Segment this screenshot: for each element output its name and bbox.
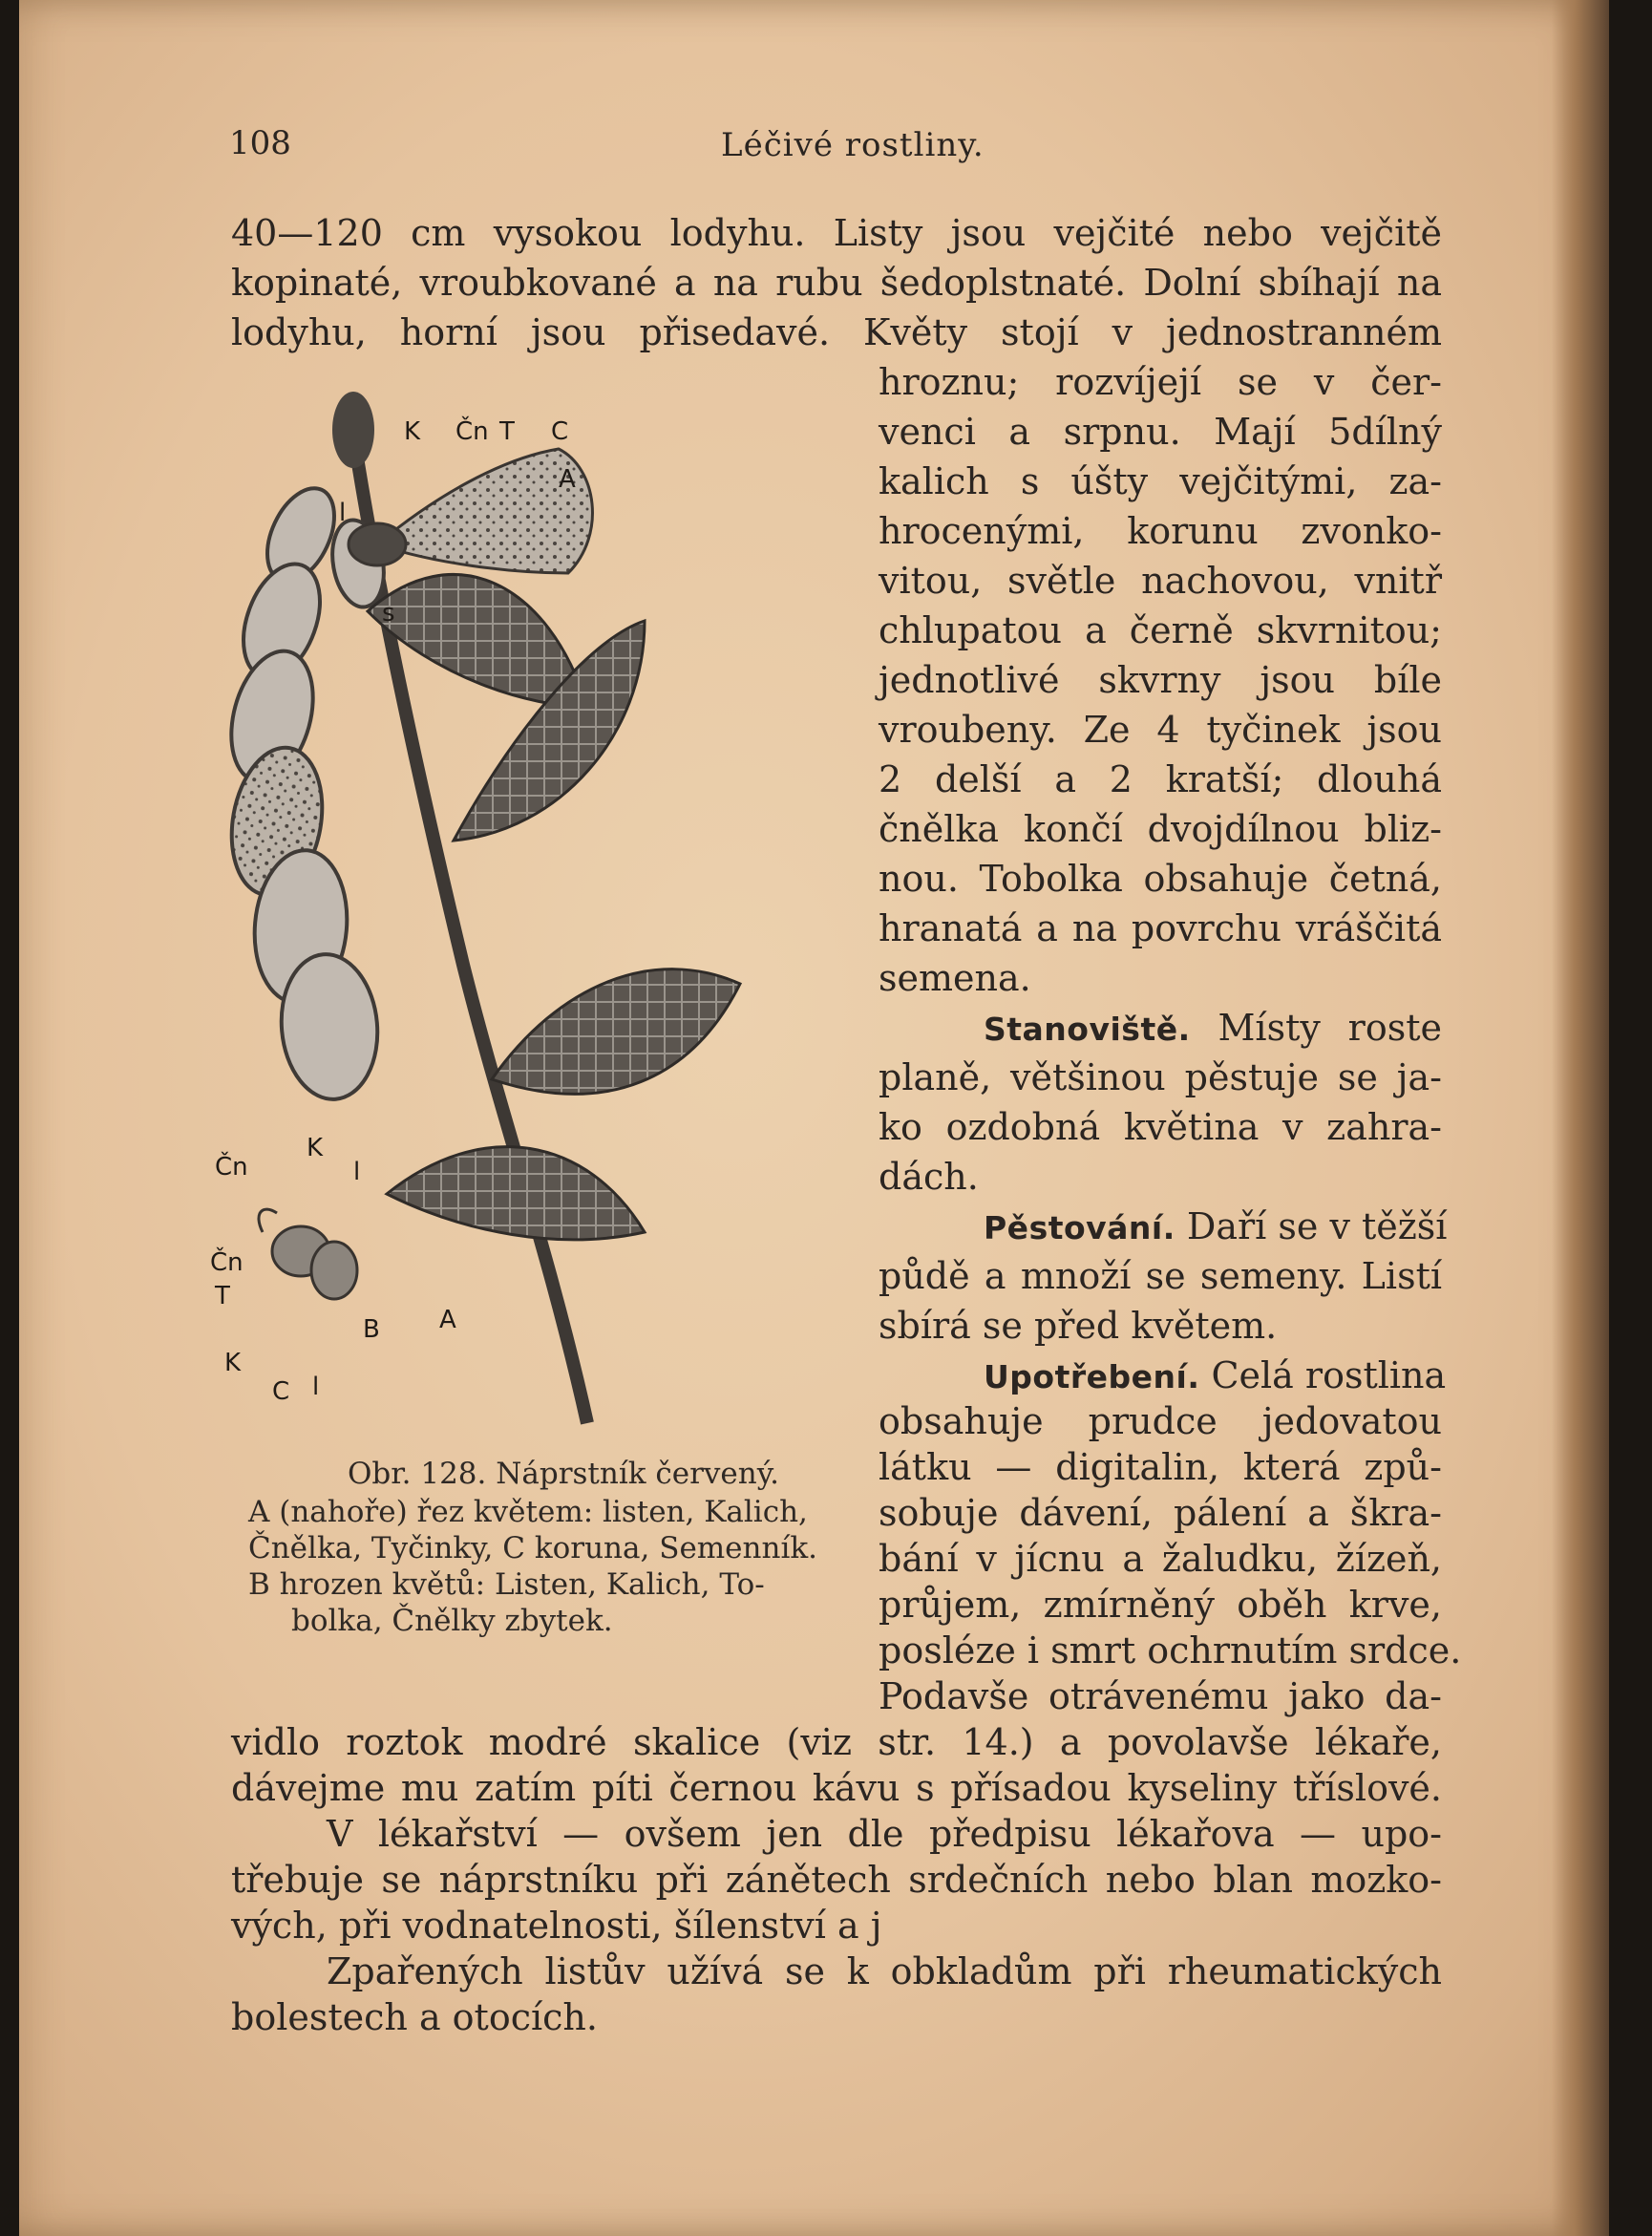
figure-label: A xyxy=(559,465,576,494)
text-line: bolestech a otocích. xyxy=(231,1996,598,2038)
section-pestovani xyxy=(984,1205,1448,1247)
figure-label: Čn xyxy=(215,1153,248,1182)
text-line: posléze i smrt ochrnutím srdce. xyxy=(879,1629,1462,1672)
text-line: lodyhu, horní jsou přisedavé. Květy stojí v jednostranném xyxy=(231,311,1442,353)
section-stanoviste xyxy=(984,1007,1442,1049)
figure-caption-line: Čnělka, Tyčinky, C koruna, Semenník. xyxy=(248,1531,818,1565)
figure-label: C xyxy=(551,417,569,446)
figure-label: K xyxy=(307,1134,324,1162)
text-line: sbírá se před květem. xyxy=(879,1305,1278,1347)
text-line: látku — digitalin, která způ- xyxy=(879,1446,1442,1488)
text-line: hrocenými, korunu zvonko- xyxy=(879,510,1442,552)
book-page xyxy=(19,0,1609,2236)
section-term: Pěstování. xyxy=(984,1209,1175,1246)
text-line: dách. xyxy=(879,1156,979,1198)
section-text: Celá rostlina xyxy=(1211,1354,1447,1396)
text-line: vroubeny. Ze 4 tyčinek jsou xyxy=(879,709,1442,751)
foxglove-illustration xyxy=(210,392,874,1442)
capsule-detail xyxy=(259,1209,357,1299)
figure-label: T xyxy=(215,1282,230,1310)
text-line: průjem, zmírněný oběh krve, xyxy=(879,1584,1442,1626)
text-line: kopinaté, vroubkované a na rubu šedoplstnaté. Dolní sbíhají na xyxy=(231,262,1442,304)
text-line: čnělka končí dvojdílnou bliz- xyxy=(879,808,1442,850)
figure-label: l xyxy=(312,1373,320,1401)
text-line: V lékařství — ovšem jen dle předpisu lékařova — upo- xyxy=(327,1813,1442,1855)
text-line: třebuje se náprstníku při zánětech srdečních nebo blan mozko- xyxy=(231,1859,1442,1901)
section-upotrebeni xyxy=(984,1354,1447,1396)
figure-caption-title: Obr. 128. Náprstník červený. xyxy=(347,1457,779,1491)
figure-label: Čn xyxy=(455,417,489,446)
text-line: vitou, světle nachovou, vnitř xyxy=(879,560,1442,602)
page-number: 108 xyxy=(229,124,291,162)
text-line: Zpařených listův užívá se k obkladům při rheumatických xyxy=(327,1950,1442,1992)
botanical-drawing xyxy=(210,392,874,1442)
page-header xyxy=(229,124,1451,181)
figure-label: l xyxy=(339,499,347,527)
text-line: 2 delší a 2 kratší; dlouhá xyxy=(879,758,1442,800)
text-line: půdě a množí se semeny. Listí xyxy=(879,1255,1442,1297)
section-term: Stanoviště. xyxy=(984,1011,1191,1048)
figure-label: Čn xyxy=(210,1248,244,1277)
figure-label: l xyxy=(353,1158,361,1186)
text-line: hroznu; rozvíjejí se v čer- xyxy=(879,361,1442,403)
text-line: dávejme mu zatím píti černou kávu s přísadou kyseliny tříslové. xyxy=(231,1767,1442,1809)
figure-label: K xyxy=(404,417,421,446)
flower-bells xyxy=(218,478,390,1103)
book-spine-shadow xyxy=(1552,0,1609,2236)
leaves xyxy=(368,574,740,1239)
text-line: hranatá a na povrchu vráščitá xyxy=(879,907,1442,949)
bud-cluster xyxy=(332,392,374,468)
text-line: vidlo roztok modré skalice (viz str. 14.) a povolavše lékaře, xyxy=(231,1721,1442,1763)
text-line: venci a srpnu. Mají 5dílný xyxy=(879,411,1442,453)
figure-caption-line: A (nahoře) řez květem: listen, Kalich, xyxy=(248,1495,808,1529)
figure-label: B xyxy=(363,1315,380,1344)
figure-label: s xyxy=(382,599,395,628)
figure-label: C xyxy=(272,1377,290,1406)
text-line: ko ozdobná květina v zahra- xyxy=(879,1106,1442,1148)
running-title: Léčivé rostliny. xyxy=(721,126,985,164)
text-line: kalich s úšty vejčitými, za- xyxy=(879,460,1442,502)
text-line: jednotlivé skvrny jsou bíle xyxy=(879,659,1442,701)
figure-caption-line: B hrozen květů: Listen, Kalich, To- xyxy=(248,1567,765,1602)
text-line: sobuje dávení, pálení a škra- xyxy=(879,1492,1442,1534)
section-text: Místy roste xyxy=(1218,1007,1442,1049)
figure-label: K xyxy=(224,1349,242,1377)
flower-section-detail xyxy=(349,449,592,573)
section-text: Daří se v těžší xyxy=(1186,1205,1448,1247)
figure-label: A xyxy=(439,1306,456,1334)
text-line: vých, při vodnatelnosti, šílenství a j xyxy=(231,1905,882,1947)
text-line: semena. xyxy=(879,957,1031,999)
figure-caption-line: bolka, Čnělky zbytek. xyxy=(291,1604,613,1638)
text-line: bání v jícnu a žaludku, žízeň, xyxy=(879,1538,1442,1580)
section-term: Upotřebení. xyxy=(984,1358,1200,1395)
text-line: Podavše otrávenému jako da- xyxy=(879,1675,1442,1717)
text-line: obsahuje prudce jedovatou xyxy=(879,1400,1442,1442)
figure-label: T xyxy=(499,417,515,446)
text-line: nou. Tobolka obsahuje četná, xyxy=(879,858,1442,900)
text-line: 40—120 cm vysokou lodyhu. Listy jsou vejčité nebo vejčitě xyxy=(231,212,1442,254)
text-line: planě, většinou pěstuje se ja- xyxy=(879,1056,1442,1098)
text-line: chlupatou a černě skvrnitou; xyxy=(879,609,1442,651)
